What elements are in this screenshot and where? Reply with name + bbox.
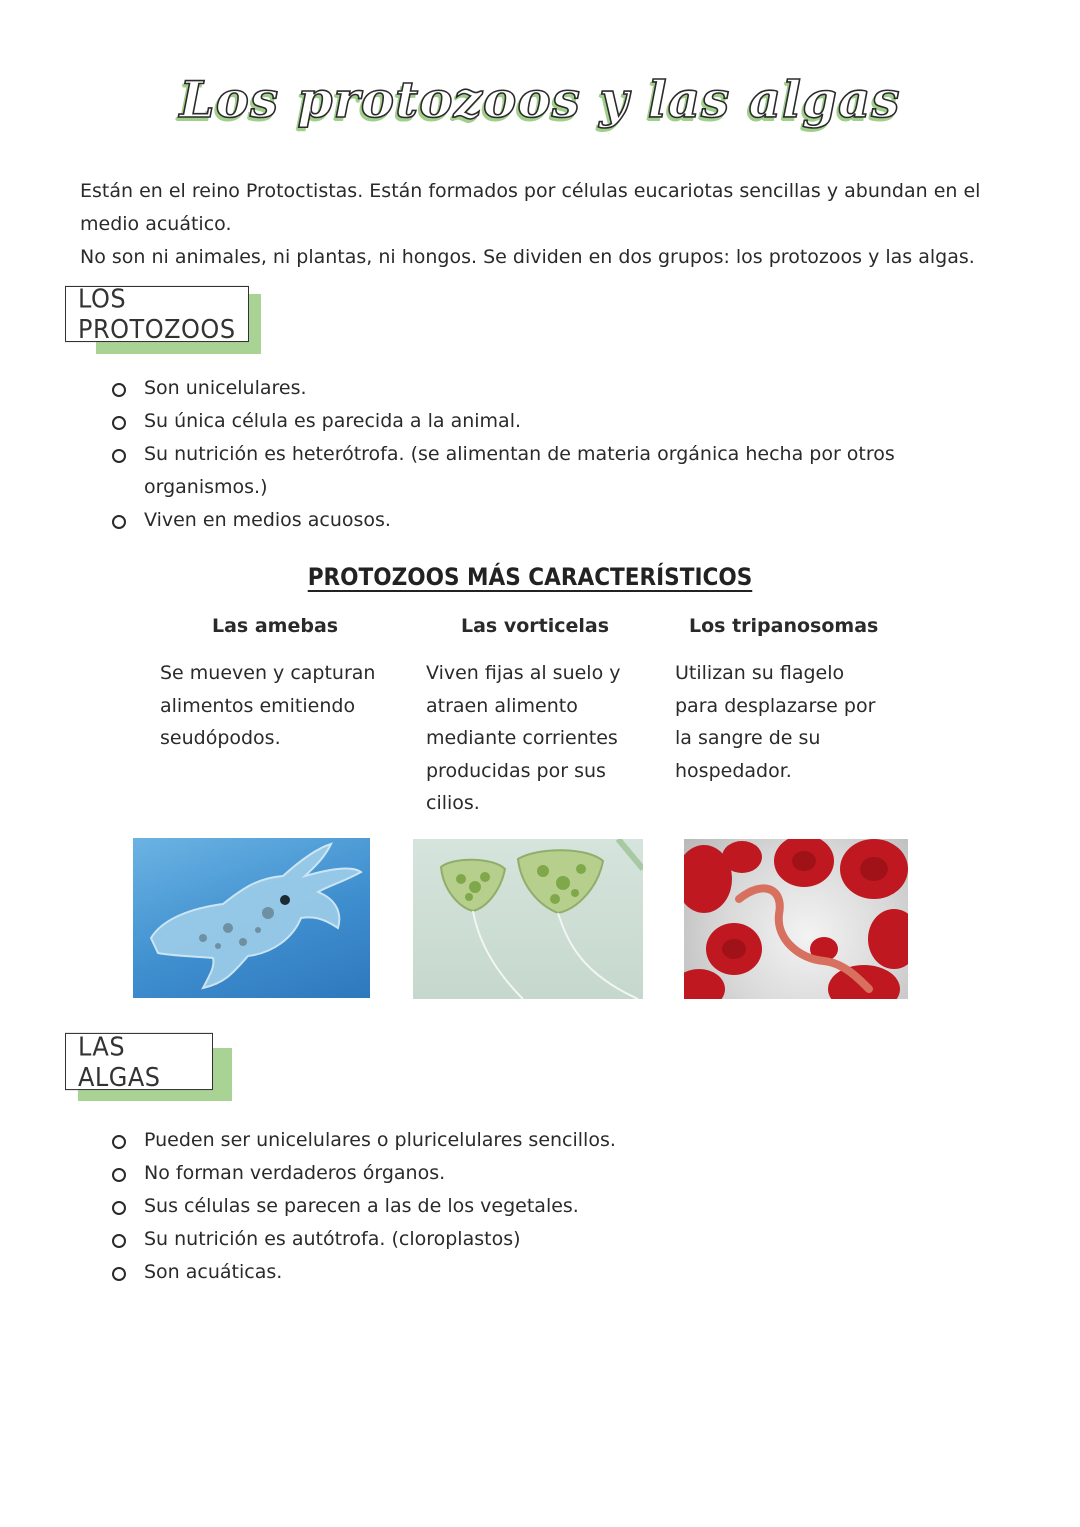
- list-item: Su nutrición es autótrofa. (cloroplastos): [108, 1223, 808, 1256]
- tripanosomas-title: Los tripanosomas: [689, 615, 879, 637]
- circle-bullet-icon: [112, 1201, 126, 1215]
- circle-bullet-icon: [112, 449, 126, 463]
- vorticelas-description: Viven fijas al suelo y atraen alimento mediante corrientes producidas por sus cilios.: [426, 662, 621, 814]
- list-item: Pueden ser unicelulares o pluricelulares sencillos.: [108, 1124, 808, 1157]
- tripanosomas-column: [675, 615, 890, 787]
- intro-line-1: Están en el reino Protoctistas. Están formados por células eucariotas sencillas y abundan en el medio acuático.: [80, 180, 981, 235]
- vorticelas-title: Las vorticelas: [461, 615, 610, 637]
- list-item: Son unicelulares.: [108, 372, 938, 405]
- intro-paragraph: [80, 175, 1000, 274]
- list-item: Son acuáticas.: [108, 1256, 808, 1289]
- vorticella-photo: [413, 839, 643, 999]
- circle-bullet-icon: [112, 515, 126, 529]
- list-item: Su única célula es parecida a la animal.: [108, 405, 938, 438]
- amoeba-photo: [133, 838, 370, 998]
- list-item: Su nutrición es heterótrofa. (se alimentan de materia orgánica hecha por otros organismos.): [108, 438, 938, 504]
- trypanosome-photo: [684, 839, 908, 999]
- algas-heading: LAS ALGAS: [65, 1033, 213, 1090]
- circle-bullet-icon: [112, 1234, 126, 1248]
- vorticelas-column: [426, 615, 641, 820]
- list-item: Sus células se parecen a las de los vegetales.: [108, 1190, 808, 1223]
- list-item: No forman verdaderos órganos.: [108, 1157, 808, 1190]
- circle-bullet-icon: [112, 1267, 126, 1281]
- amebas-description: Se mueven y capturan alimentos emitiendo seudópodos.: [160, 662, 376, 749]
- tripanosomas-description: Utilizan su flagelo para desplazarse por la sangre de su hospedador.: [675, 662, 876, 782]
- circle-bullet-icon: [112, 1135, 126, 1149]
- protozoos-list: [108, 372, 938, 537]
- list-item: Viven en medios acuosos.: [108, 504, 938, 537]
- circle-bullet-icon: [112, 383, 126, 397]
- characteristic-protozoa-heading: PROTOZOOS MÁS CARACTERÍSTICOS: [307, 563, 753, 591]
- circle-bullet-icon: [112, 416, 126, 430]
- circle-bullet-icon: [112, 1168, 126, 1182]
- algas-list: [108, 1124, 808, 1289]
- amebas-column: [160, 615, 390, 755]
- intro-line-2: No son ni animales, ni plantas, ni hongos. Se dividen en dos grupos: los protozoos y las algas.: [80, 246, 975, 268]
- page-title: Los protozoos y las algas: [179, 70, 901, 129]
- amebas-title: Las amebas: [212, 615, 339, 637]
- protozoos-heading: LOS PROTOZOOS: [65, 286, 249, 342]
